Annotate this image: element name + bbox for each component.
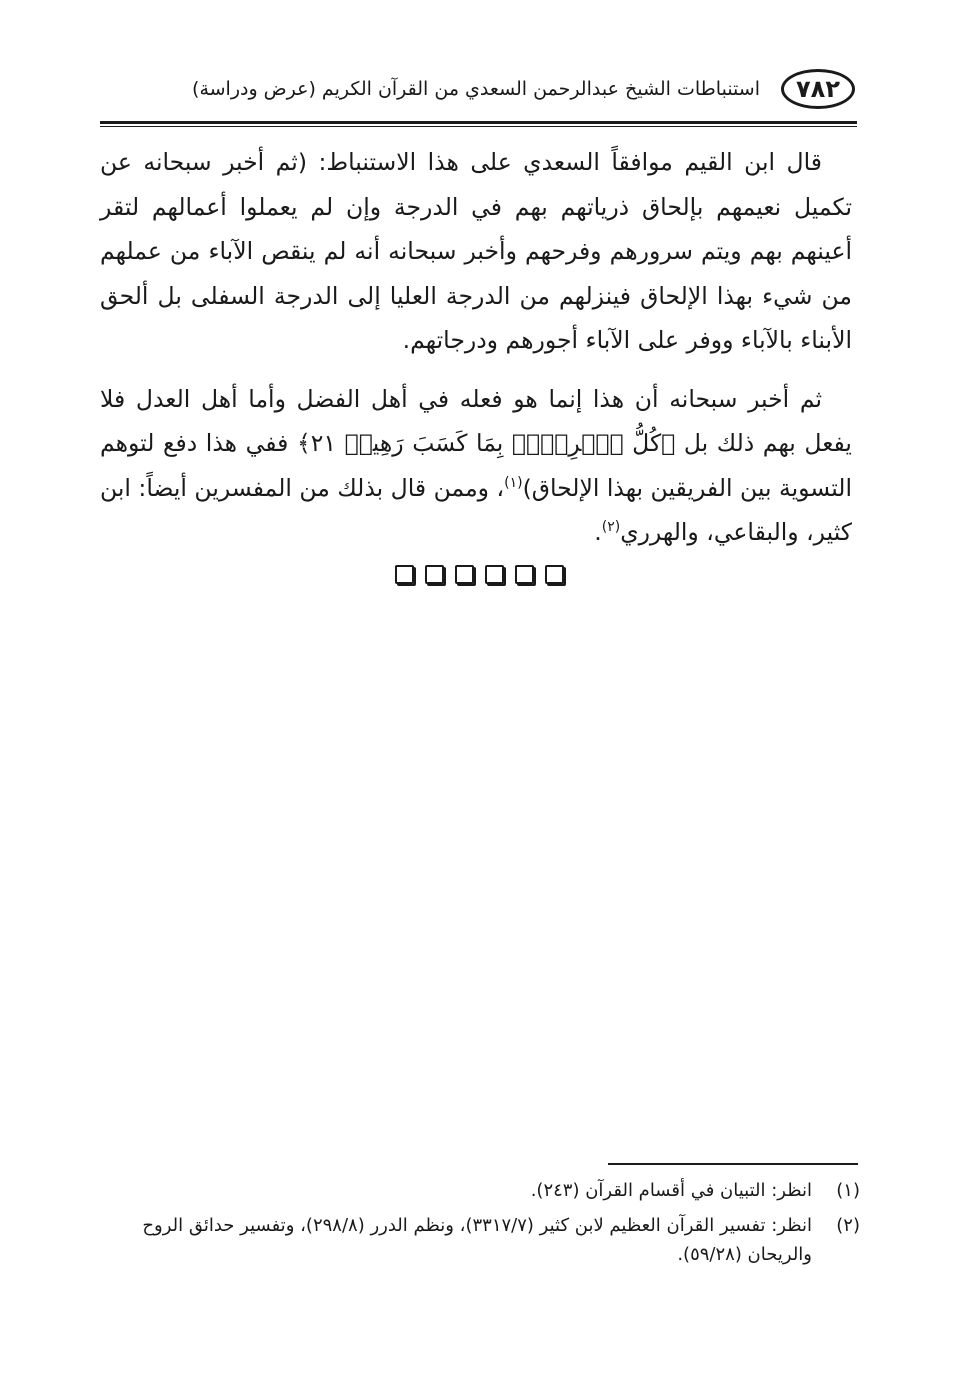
- paragraph-2: [100, 377, 852, 555]
- square-ornament: [455, 565, 474, 584]
- paragraph-1-text: قال ابن القيم موافقاً السعدي على هذا الاستنباط: (ثم أخبر سبحانه عن تكميل نعيمهم بإلحاق ذرياتهم بهم في الدرجة وإن لم يعملوا أعمالهم لتقر أعينهم بهم ويتم سرورهم وفرحهم وأخبر سبحانه أنه لم ينقص الآباء من عملهم من شيء بهذا الإلحاق فينزلهم من الدرجة العليا إلى الدرجة السفلى بل ألحق الأبناء بالآباء ووفر على الآباء أجورهم ودرجاتهم.: [100, 148, 852, 354]
- paragraph-2-text-b: ففي هذا دفع لتوهم التسوية بين الفريقين بهذا الإلحاق): [100, 429, 852, 502]
- square-ornament: [545, 565, 564, 584]
- main-text: [100, 140, 852, 555]
- section-divider: [0, 565, 958, 584]
- paragraph-2-text-a: ثم أخبر سبحانه أن هذا إنما هو فعله في أهل الفضل وأما أهل العدل فلا يفعل بهم ذلك بل: [100, 384, 852, 457]
- quran-verse: ﴿كُلُّ ٱمۡرِيِٕۭ بِمَا كَسَبَ رَهِينٞ ٢١﴾: [296, 429, 676, 457]
- footnote-ref-1[interactable]: (١): [504, 474, 523, 491]
- footnote-number: (١): [836, 1180, 860, 1201]
- paragraph-2-end: .: [594, 518, 602, 546]
- running-title: استنباطات الشيخ عبدالرحمن السعدي من القرآن الكريم (عرض ودراسة): [192, 78, 760, 100]
- footnote-number: (٢): [836, 1215, 860, 1236]
- footnote-ref-2[interactable]: (٢): [601, 519, 621, 536]
- footnote-1: [105, 1176, 860, 1205]
- header-rule: [100, 121, 857, 124]
- square-ornament: [485, 565, 504, 584]
- page-number: ٧٨٢: [781, 69, 855, 109]
- footnote-2: [105, 1211, 860, 1269]
- page-header: [100, 66, 855, 114]
- header-rule-thin: [100, 126, 857, 127]
- paragraph-2-text-c: ، وممن قال بذلك من المفسرين أيضاً: ابن كثير، والبقاعي، والهرري: [100, 473, 852, 546]
- footnote-text: انظر: تفسير القرآن العظيم لابن كثير (٣٣١٧/٧)، ونظم الدرر (٢٩٨/٨)، وتفسير حدائق الروح والريحان (٥٩/٢٨).: [142, 1215, 812, 1265]
- paragraph-1: [100, 140, 852, 363]
- footnotes: [105, 1176, 860, 1275]
- footnote-separator: [608, 1163, 858, 1165]
- square-ornament: [515, 565, 534, 584]
- footnote-text: انظر: التبيان في أقسام القرآن (٢٤٣).: [530, 1180, 812, 1201]
- square-ornament: [395, 565, 414, 584]
- square-ornament: [425, 565, 444, 584]
